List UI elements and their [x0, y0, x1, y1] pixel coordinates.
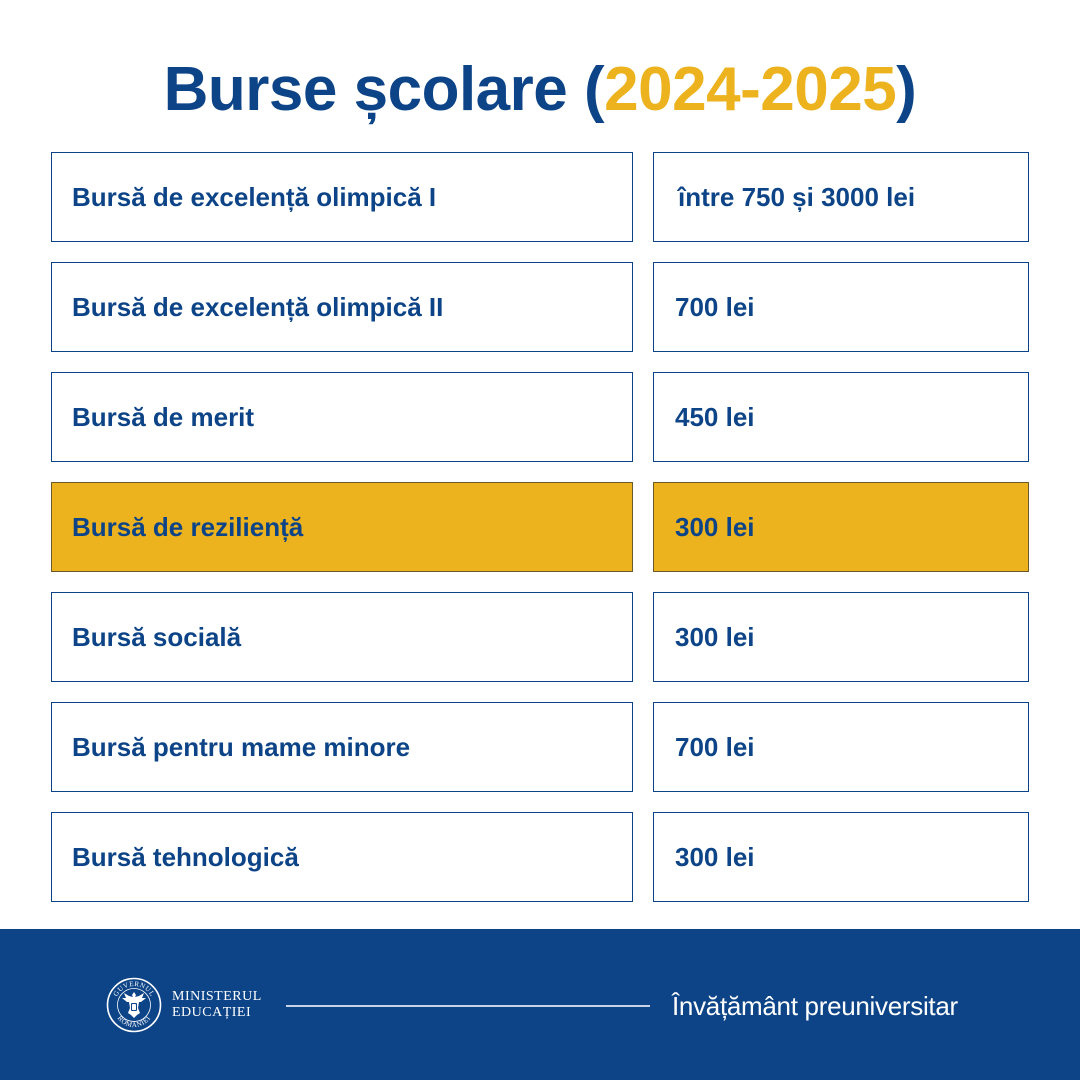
emblem-text-top: GUVERNUL	[111, 979, 157, 998]
scholarship-amount-technological: 300 lei	[653, 812, 1029, 902]
title-year: 2024-2025	[604, 55, 897, 124]
title-main: Burse școlare	[163, 55, 568, 124]
ministry-logo-text	[172, 989, 262, 1021]
scholarship-amount-olympic-2: 700 lei	[653, 262, 1029, 352]
page-title	[0, 50, 1080, 130]
scholarship-amount-merit: 450 lei	[653, 372, 1029, 462]
scholarship-name-social: Bursă socială	[51, 592, 633, 682]
ministry-line-2: EDUCAȚIEI	[172, 1005, 252, 1020]
scholarship-amount-social: 300 lei	[653, 592, 1029, 682]
title-open-paren: (	[584, 55, 605, 124]
scholarship-amount-minor-mothers: 700 lei	[653, 702, 1029, 792]
scholarship-name-olympic-2: Bursă de excelență olimpică II	[51, 262, 633, 352]
scholarship-name-olympic-1: Bursă de excelență olimpică I	[51, 152, 633, 242]
footer-divider	[286, 1005, 650, 1007]
title-close-paren: )	[896, 55, 917, 124]
ministry-line-1: MINISTERUL	[172, 989, 262, 1004]
scholarship-amount-resilience: 300 lei	[653, 482, 1029, 572]
footer-tagline: Învățământ preuniversitar	[672, 991, 958, 1021]
emblem-text-bottom: ROMÂNIEI	[115, 1014, 153, 1030]
scholarship-amount-olympic-1: între 750 și 3000 lei	[653, 152, 1029, 242]
scholarship-name-minor-mothers: Bursă pentru mame minore	[51, 702, 633, 792]
scholarship-name-resilience: Bursă de reziliență	[51, 482, 633, 572]
government-emblem-icon	[106, 977, 162, 1033]
scholarship-name-technological: Bursă tehnologică	[51, 812, 633, 902]
scholarship-name-merit: Bursă de merit	[51, 372, 633, 462]
footer-banner	[0, 929, 1080, 1080]
